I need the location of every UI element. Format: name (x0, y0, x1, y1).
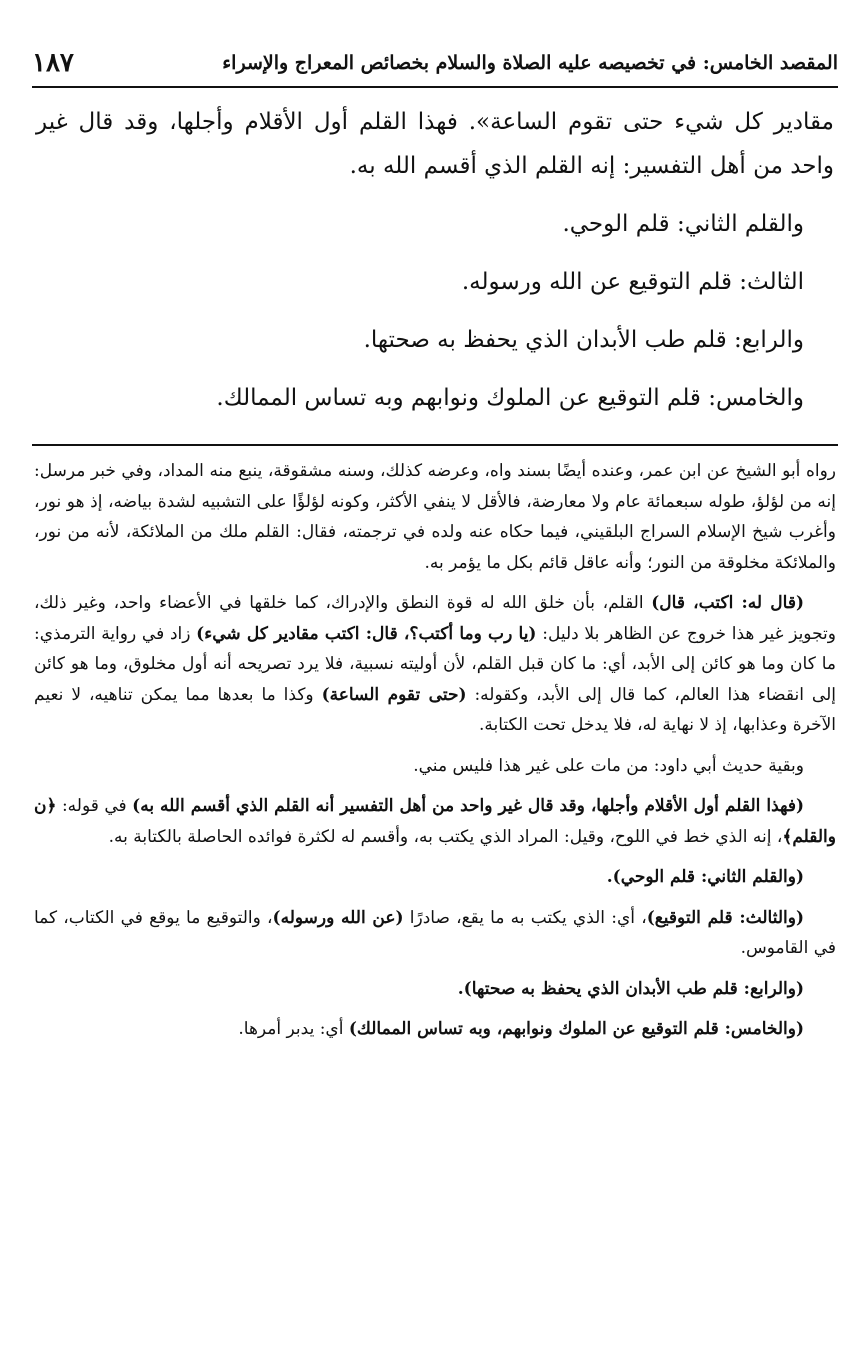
page-header (32, 38, 838, 82)
quoted-text: (يا رب وما أكتب؟، قال: اكتب مقادير كل شيء) (196, 623, 537, 644)
commentary-text: القلم، بأن خلق الله له قوة النطق والإدراك، كما خلقها في الأعضاء واحد، وغير ذلك، وتجويز غير هذا خروج عن الظاهر بلا دليل: (34, 593, 837, 644)
quoted-text: (والثالث: قلم التوقيع) (646, 907, 804, 928)
main-paragraph: الثالث: قلم التوقيع عن الله ورسوله. (461, 269, 804, 295)
main-paragraph: والقلم الثاني: قلم الوحي. (562, 211, 804, 237)
main-paragraph: والخامس: قلم التوقيع عن الملوك ونوابهم وبه تساس الممالك. (216, 385, 804, 411)
commentary-text: أي: يدبر أمرها. (238, 1019, 349, 1039)
commentary-paragraph (34, 791, 836, 852)
commentary (32, 446, 838, 1045)
quran-quote: ﴿ن والقلم﴾ (34, 796, 836, 847)
book-page (32, 38, 838, 1338)
commentary-text: في قوله: (56, 796, 133, 816)
quoted-text: (قال له: اكتب، قال) (651, 593, 804, 613)
commentary-paragraph (34, 903, 836, 964)
page-number: ١٨٧ (32, 48, 74, 78)
quoted-text: (والرابع: قلم طب الأبدان الذي يحفظ به صحتها). (457, 978, 804, 999)
main-paragraph: مقادير كل شيء حتى تقوم الساعة». فهذا القلم أول الأقلام وأجلها، وقد قال غير واحد من أهل التفسير: إنه القلم الذي أقسم الله به. (36, 109, 834, 179)
commentary-text: ، والتوقيع ما يوقع في الكتاب، كما في القاموس. (34, 907, 836, 958)
quoted-text: (والخامس: قلم التوقيع عن الملوك ونوابهم، وبه تساس الممالك) (348, 1019, 804, 1039)
commentary-paragraph: رواه أبو الشيخ عن ابن عمر، وعنده أيضًا بسند واه، وعرضه كذلك، وسنه مشقوقة، ينبع منه المداد، وفي خبر مرسل: إنه من لؤلؤ، طوله سبعمائة عام ولا معارضة، فالأقل لا ينفي الأكثر، وكونه لؤلؤًا على التشبيه لشدة بياضه، إذ هو نور، وأغرب شيخ الإسلام السراج البلقيني، فيما حكاه عنه ولده في ترجمته، فقال: القلم ملك من الملائكة، لأنه من نور، والملائكة مخلوقة من النور؛ وأنه عاقل قائم بكل ما يؤمر به. (34, 461, 836, 573)
quoted-text: (حتى تقوم الساعة) (321, 684, 467, 705)
commentary-paragraph: وبقية حديث أبي داود: من مات على غير هذا فليس مني. (413, 755, 804, 776)
commentary-text: زاد في رواية الترمذي: ما كان وما هو كائن إلى الأبد، أي: ما كان قبل القلم، لأن أوليته نسبية، فلا يرد تصريحه أنه أول مخلوق، وما هو كائن إلى انقضاء هذا العالم، كما قال إلى الأبد، وكقوله: (34, 623, 836, 705)
commentary-paragraph (34, 862, 836, 893)
quoted-text: (فهذا القلم أول الأقلام وأجلها، وقد قال غير واحد من أهل التفسير أنه القلم الذي أقسم الله به) (132, 796, 805, 816)
commentary-text: وكذا ما بعدها مما يمكن تناهيه، لا نعيم الآخرة وعذابها، إذ لا نهاية له، فلا يدخل تحت الكتابة. (34, 684, 836, 735)
commentary-text: ، أي: الذي يكتب به ما يقع، صادرًا (403, 907, 647, 928)
main-text (32, 88, 838, 444)
running-title: المقصد الخامس: في تخصيصه عليه الصلاة والسلام بخصائص المعراج والإسراء (222, 52, 838, 74)
quoted-text: (والقلم الثاني: قلم الوحي). (606, 867, 804, 887)
commentary-text: ، إنه الذي خط في اللوح، وقيل: المراد الذي يكتب به، وأقسم له لكثرة فوائده الحاصلة بالكتابة به. (108, 826, 783, 847)
main-paragraph: والرابع: قلم طب الأبدان الذي يحفظ به صحتها. (363, 327, 804, 353)
commentary-paragraph (34, 974, 836, 1005)
commentary-paragraph (34, 1014, 836, 1045)
commentary-paragraph (34, 588, 836, 741)
quoted-text: (عن الله ورسوله) (272, 907, 404, 928)
